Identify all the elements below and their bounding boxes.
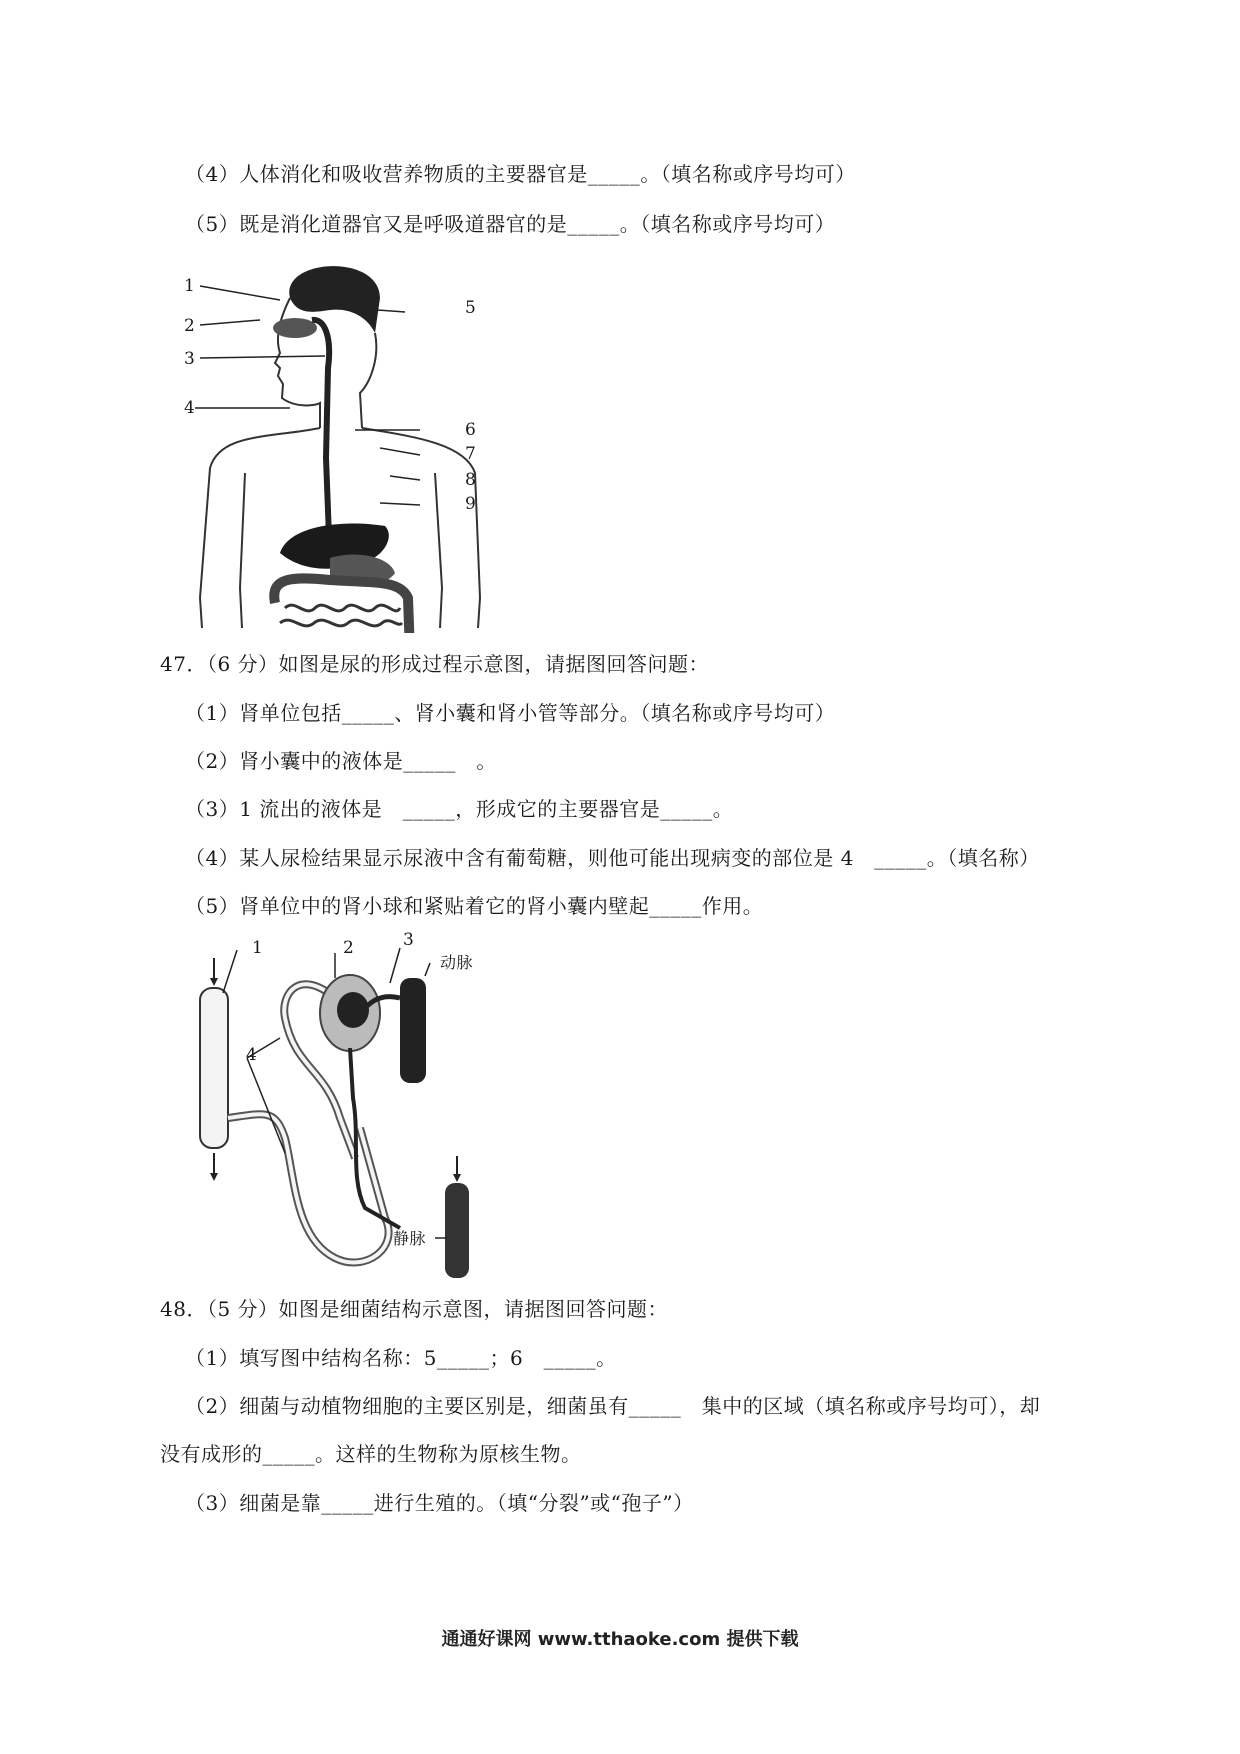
q46-item-4: （4）人体消化和吸收营养物质的主要器官是_____。（填名称或序号均可） [185, 162, 856, 186]
vein-label: 静脉 [393, 1229, 427, 1248]
artery-shape [400, 978, 426, 1083]
artery-label: 动脉 [440, 953, 474, 972]
digestive-label-3: 3 [184, 349, 196, 369]
digestive-label-7: 7 [465, 444, 477, 464]
digestive-label-4: 4 [184, 398, 196, 418]
collecting-duct-shape [200, 988, 228, 1148]
q46-item-5: （5）既是消化道器官又是呼吸道器官的是_____。（填名称或序号均可） [185, 212, 836, 236]
q48-item-1: （1）填写图中结构名称：5_____；6 _____。 [185, 1346, 617, 1370]
nephron-label-1: 1 [252, 938, 264, 958]
digestive-label-9: 9 [465, 494, 477, 514]
q47-item-2: （2）肾小囊中的液体是_____ 。 [185, 749, 497, 773]
nephron-label-2: 2 [343, 938, 355, 958]
q48-item-3: （3）细菌是靠_____进行生殖的。（填“分裂”或“孢子”） [185, 1491, 694, 1515]
oral-cavity-shape [273, 318, 317, 338]
q48-item-2-line-1: （2）细菌与动植物细胞的主要区别是，细菌虽有_____ 集中的区域（填名称或序号均可），却 [185, 1394, 1041, 1418]
digestive-label-8: 8 [465, 470, 477, 490]
q47-title: 47．（6 分）如图是尿的形成过程示意图，请据图回答问题： [160, 652, 710, 676]
nephron-figure [185, 938, 525, 1283]
digestive-label-6: 6 [465, 420, 477, 440]
glomerulus-shape [337, 992, 369, 1028]
q48-item-2-line-2: 没有成形的_____。这样的生物称为原核生物。 [160, 1442, 582, 1466]
q48-title: 48．（5 分）如图是细菌结构示意图，请据图回答问题： [160, 1297, 669, 1321]
nephron-label-4: 4 [246, 1045, 258, 1065]
page-footer: 通通好课网 www.tthaoke.com 提供下载 [441, 1629, 799, 1650]
digestive-label-2: 2 [184, 316, 196, 336]
q47-item-3: （3）1 流出的液体是 _____，形成它的主要器官是_____。 [185, 797, 734, 821]
small-intestine-shape [280, 605, 402, 626]
vein-shape [445, 1183, 469, 1278]
nephron-label-3: 3 [403, 930, 415, 950]
digestive-label-5: 5 [465, 298, 477, 318]
q47-item-5: （5）肾单位中的肾小球和紧贴着它的肾小囊内壁起_____作用。 [185, 894, 764, 918]
q47-item-4: （4）某人尿检结果显示尿液中含有葡萄糖，则他可能出现病变的部位是 4 _____。（填名称） [185, 846, 1040, 870]
digestive-system-figure [180, 258, 510, 633]
digestive-label-1: 1 [184, 276, 196, 296]
q47-item-1: （1）肾单位包括_____、肾小囊和肾小管等部分。（填名称或序号均可） [185, 701, 836, 725]
